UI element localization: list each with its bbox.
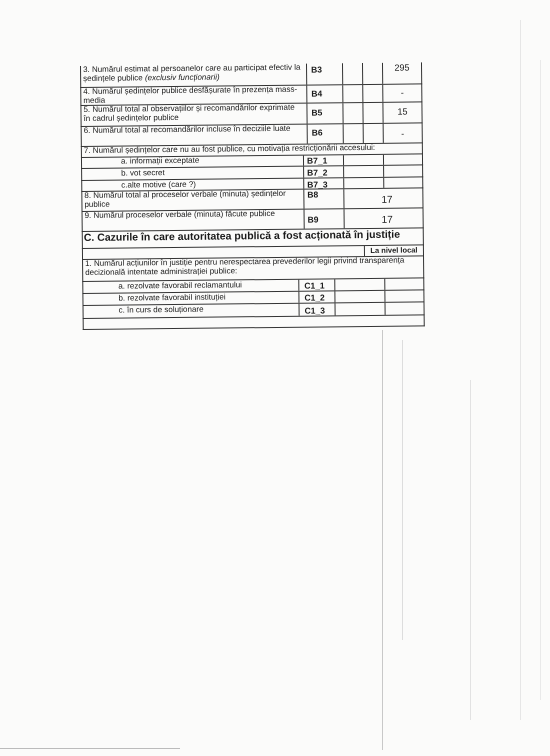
row-b5-label: 5. Numărul total al observațiilor și recomandărilor exprimate în cadrul ședințelor publice [83,102,295,123]
row-b9-label: 9. Numărul proceselor verbale (minuta) făcute publice [84,208,275,220]
scan-artifact-line [540,60,541,700]
scan-artifact-line [520,20,521,720]
row-b7-3-label: c.alte motive (care ?) [121,179,196,190]
row-b7-2-code: B7_2 [307,167,328,178]
row-b7-header-label: 7. Numărul ședințelor care nu au fost publice, cu motivația restricționării accesului: [83,142,376,155]
row-b4-label: 4. Numărul ședințelor publice desfășurate în prezența mass-media [83,84,298,105]
row-b3-value: 295 [394,62,410,73]
row-b3-label: 3. Numărul estimat al persoanelor care au participat efectiv la ședințele publice (exclusiv funcționarii) [82,62,301,83]
row-b7-3-code: B7_3 [307,179,328,190]
row-b4-code: B4 [311,88,323,99]
section-c-title: C. Cazurile în care autoritatea publică a fost acționată în justiție [83,228,401,244]
scan-artifact-line [402,340,403,640]
level-header-label: La nivel local [370,245,418,255]
row-b7-2-label: b. vot secret [121,168,165,178]
row-b7-1-label: a. informații exceptate [120,155,200,166]
row-c1-2-label: b. rezolvate favorabil instituției [118,292,226,303]
scan-artifact-line [0,748,180,749]
row-c1-2-code: C1_2 [304,292,325,303]
row-b8-label: 8. Numărul total al proceselor verbale (minuta) ședințelor publice [84,188,286,209]
row-b3-code: B3 [310,64,322,75]
row-b8-code: B8 [307,189,319,200]
scan-artifact-line [470,380,471,720]
row-c1-1-label: a. rezolvate favorabil reclamantului [118,280,242,291]
row-b7-1-code: B7_1 [306,155,328,166]
row-b9-value: 17 [381,214,393,226]
row-b9-code: B9 [307,214,319,225]
row-b8-value: 17 [381,194,393,206]
scan-artifact-line [382,330,383,750]
row-b5-value: 15 [397,106,408,117]
row-c1-header-label: 1. Numărul acțiunilor în justiție pentru nerespectarea prevederilor legii privind transparența decizională intentate administrației publice: [85,255,405,277]
row-c1-1-code: C1_1 [304,280,325,291]
row-b6-value: - [401,128,405,139]
row-c1-3-code: C1_3 [304,305,325,316]
statistics-form [80,62,422,316]
row-b4-value: - [400,87,404,98]
row-b6-code: B6 [311,127,323,138]
row-c1-3-label: c. în curs de soluționare [118,304,204,315]
row-b5-code: B5 [311,107,323,118]
row-b6-label: 6. Numărul total al recomandărilor incluse în deciziile luate [83,123,291,135]
